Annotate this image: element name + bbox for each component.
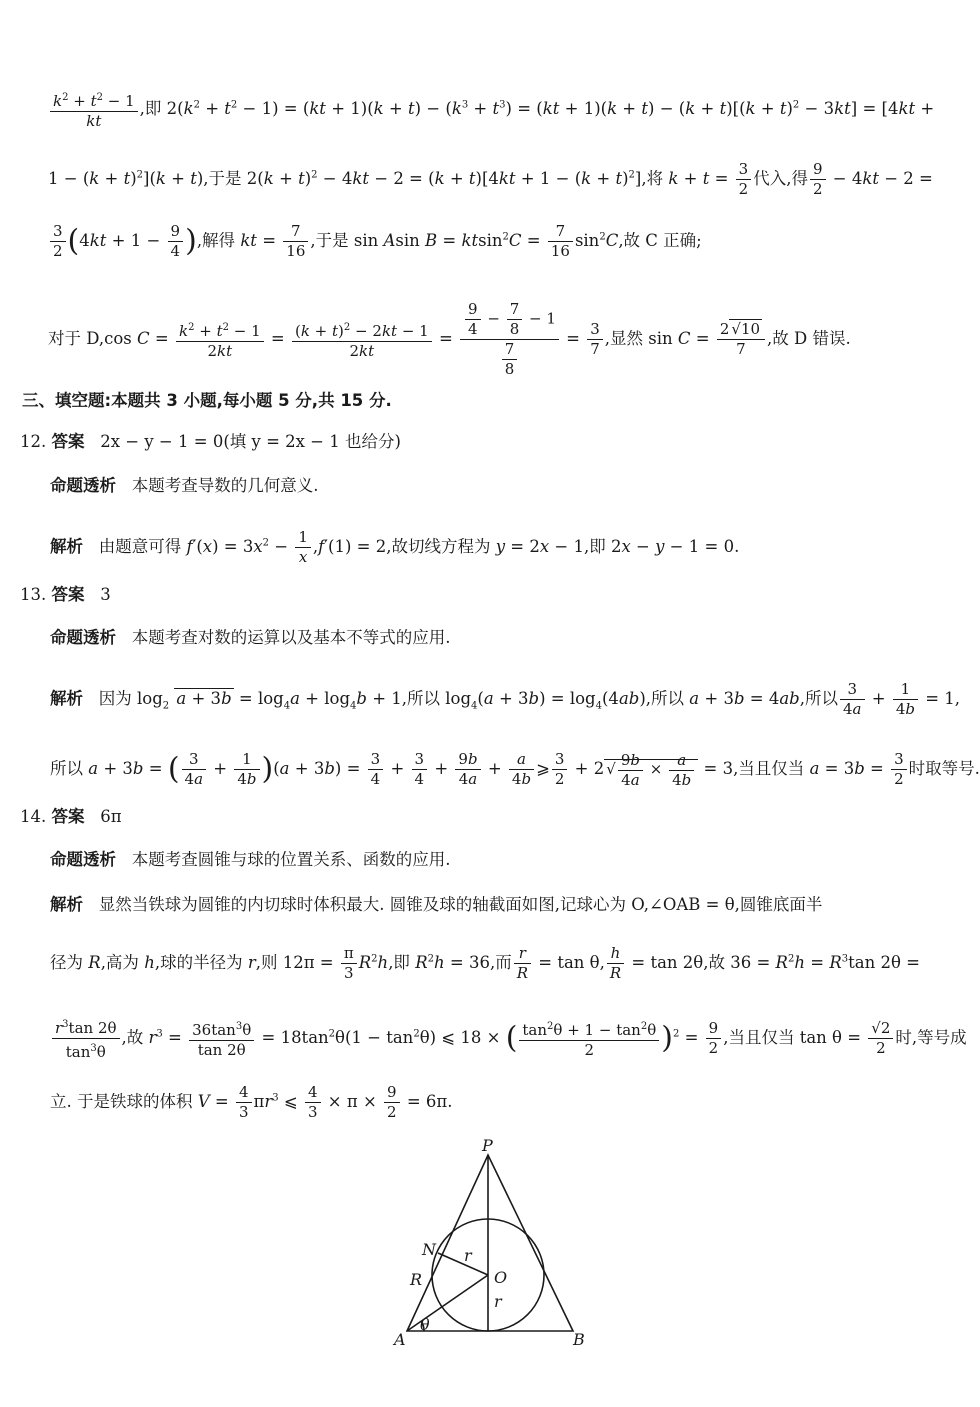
continuation-line-2: $1 - (k + t)^2](k + t)$,于是 $2(k + t)^2 - 4kt - 2 = (k + t)[4kt + 1 - (k + t)^2]$,将 k + t = $\frac{3}{2}$ 代入,得 $\frac{9}{2}$ − 4kt − 2 = xyxy=(48,160,933,198)
q14-solution-4: 立. 于是铁球的体积 V = $\frac{4}{3}$ $\pi r^3$ ⩽ $\frac{4}{3}$ × π × $\frac{9}{2}$ = 6π. xyxy=(50,1083,453,1121)
q12-answer-line: 12. 答案 2x − y − 1 = 0(填 y = 2x − 1 也给分) xyxy=(20,432,401,451)
label-A: A xyxy=(394,1330,406,1349)
q13-answer-line: 13. 答案 3 xyxy=(20,585,111,604)
q14-answer-line: 14. 答案 6π xyxy=(20,807,122,826)
label-r-top: r xyxy=(464,1246,472,1265)
q14-solution-2: 径为 R,高为 h,球的半径为 r,则 12π = $\frac{\pi}{3}$ $R^2h$,即 $R^2h = 36$,而 $\frac{r}{R}$ = tan θ, $\frac{h}{R}$ = tan 2θ,故 $36 = R^2h = R^3\tan$ 2θ = xyxy=(50,944,920,982)
q14-solution: 解析 显然当铁球为圆锥的内切球时体积最大. 圆锥及球的轴截面如图,记球心为 O,∠OAB = θ,圆锥底面半 xyxy=(50,895,823,914)
cone-sphere-figure xyxy=(390,1135,610,1407)
label-R: R xyxy=(410,1270,423,1289)
q13-solution: 解析 因为 $\log_2 a + 3b = \log_4a + \log_4b + 1$,所以 $\log_4(a + 3b) = \log_4(4ab)$,所以 a + 3b = 4ab,所以 $\frac{3}{4a}$ + $\frac{1}{4b}$ = 1, xyxy=(50,680,961,718)
continuation-line-1: $\frac{k^2 + t^2 - 1}{kt}$ ,即 $2(k^2 + t^2 - 1) = (kt + 1)(k + t) - (k^3 + t^3) = (kt + 1)(k + t) - (k + t)[(k + t)^2 - 3kt] = [4kt$ + xyxy=(48,88,930,131)
label-N: N xyxy=(422,1240,436,1259)
label-theta: θ xyxy=(420,1315,430,1334)
q12-solution: 解析 由题意可得 $f'(x) = 3x^2$ − $\frac{1}{x}$ ,f′(1) = 2,故切线方程为 y = 2x − 1,即 2x − y − 1 = 0. xyxy=(50,528,740,566)
continuation-line-4: 对于 D,cos C = $\frac{k^2 + t^2 - 1}{2kt}$ = $\frac{(k + t)^2 - 2kt - 1}{2kt}$ = $\frac{9}{4}$ − $\frac{7}{8}$ − 1 $\frac{7}{8}$ = $\frac{3}{7}$ ,显然 sin C = $\frac{2 √10}{7}$ ,故 D 错误. xyxy=(48,300,851,378)
q13-analysis: 命题透析 本题考查对数的运算以及基本不等式的应用. xyxy=(50,628,451,647)
continuation-line-3: $\frac{3}{2}$ (4kt + 1 − $\frac{9}{4}$ ),解得 kt = $\frac{7}{16}$ ,于是 sin Asin B = ktsin$^2$C = $\frac{7}{16}$ $\sin^2C$,故 C 正确; xyxy=(48,222,930,261)
label-O: O xyxy=(494,1268,508,1287)
label-P: P xyxy=(482,1136,493,1155)
fraction: $\frac{k^2 + t^2 - 1}{kt}$ xyxy=(50,88,138,131)
q12-analysis: 命题透析 本题考查导数的几何意义. xyxy=(50,476,319,495)
section-title: 三、填空题:本题共 3 小题,每小题 5 分,共 15 分. xyxy=(22,391,392,410)
q13-solution-2: 所以 a + 3b = ( $\frac{3}{4a}$ + $\frac{1}{4b}$ )(a + 3b) = $\frac{3}{4}$ + $\frac{3}{4}$ + $\frac{9b}{4a}$ + $\frac{a}{4b}$ ⩾ $\frac{3}{2}$ + 2 √ $\frac{9b}{4a}$ × $\frac{a}{4b}$ = 3,当且仅当 a = 3b = $\frac{3}{2}$ 时取等号. xyxy=(50,750,980,789)
radius-to-tangent xyxy=(438,1253,488,1275)
q14-analysis: 命题透析 本题考查圆锥与球的位置关系、函数的应用. xyxy=(50,850,451,869)
label-B: B xyxy=(573,1330,585,1349)
q14-solution-3: $\frac{r^3\tan 2\theta}{\tan^3\theta}$ ,故 $r^3$ = $\frac{36\tan^3\theta}{\tan 2\theta}$ = $18\tan^2\theta(1 - \tan^2\theta)$ ⩽ 18 × ( $\frac{\tan^2\theta + 1 - \tan^2\theta}{2}$ )$^2$ = $\frac{9}{2}$ ,当且仅当 tan θ = $\frac{√2}{2}$ 时,等号成 xyxy=(50,1015,930,1062)
label-r-bottom: r xyxy=(494,1292,502,1311)
